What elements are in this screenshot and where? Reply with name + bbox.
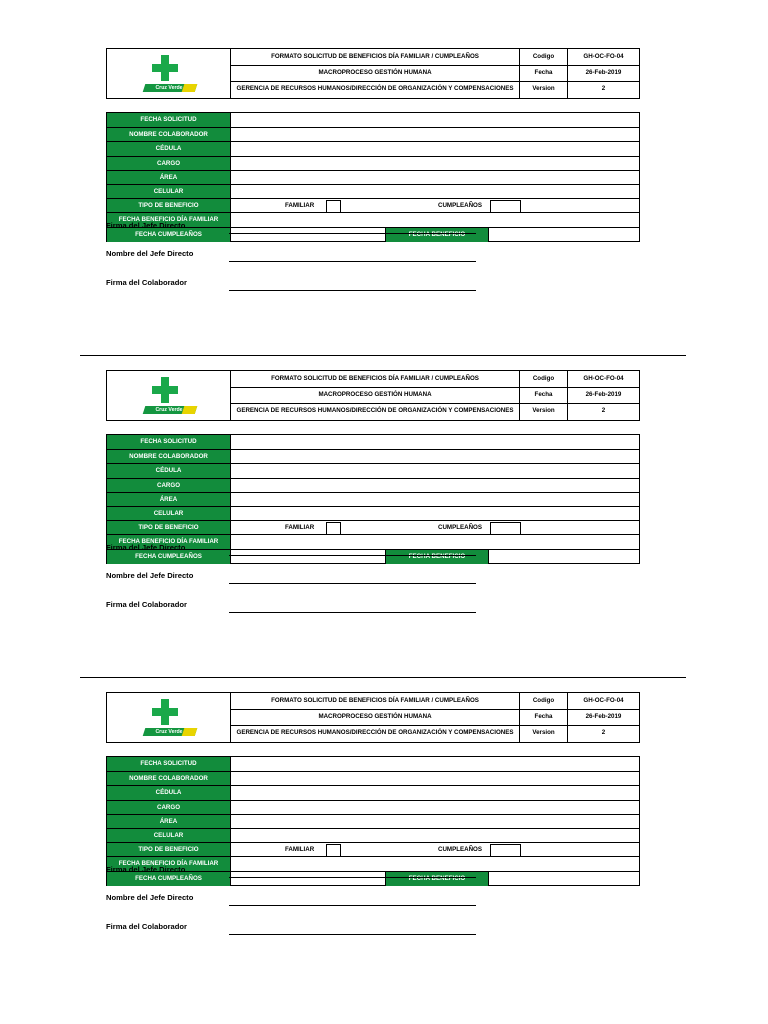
- form-header: [106, 370, 640, 421]
- brand-name: Cruz Verde: [155, 85, 183, 91]
- field-label: FECHA BENEFICIO DÍA FAMILIAR: [107, 857, 231, 871]
- fields-table: [106, 434, 640, 564]
- sig-jefe-label: Firma del Jefe Directo: [106, 543, 186, 552]
- date-value: 26-Feb-2019: [585, 713, 622, 720]
- date-value: 26-Feb-2019: [585, 69, 622, 76]
- field-input[interactable]: [231, 493, 639, 507]
- code-value: GH-OC-FO-04: [583, 697, 624, 704]
- option-cumpleanos-label: CUMPLEAÑOS: [438, 202, 483, 210]
- code-label: Codigo: [532, 697, 555, 704]
- field-row: [107, 478, 639, 493]
- department: GERENCIA DE RECURSOS HUMANOS/DIRECCIÓN DE ORGANIZACIÓN Y COMPENSACIONES: [236, 407, 514, 414]
- field-row: [107, 785, 639, 800]
- nombre-jefe-label: Nombre del Jefe Directo: [106, 249, 194, 258]
- fecha-cumpleanos-input[interactable]: [231, 872, 385, 886]
- cumpleanos-checkbox[interactable]: [490, 522, 521, 535]
- logo-area: [107, 371, 231, 420]
- field-row: [107, 198, 639, 213]
- form-block: [106, 370, 640, 670]
- signature-line[interactable]: [229, 877, 476, 878]
- field-input[interactable]: [231, 128, 639, 142]
- field-row: [107, 463, 639, 478]
- sig-jefe-label: Firma del Jefe Directo: [106, 221, 186, 230]
- macroprocess: MACROPROCESO GESTIÓN HUMANA: [318, 391, 432, 398]
- fecha-cumpleanos-input[interactable]: [231, 228, 385, 242]
- field-row: [107, 549, 639, 564]
- code-value: GH-OC-FO-04: [583, 375, 624, 382]
- sig-colaborador-label: Firma del Colaborador: [106, 600, 188, 609]
- field-input[interactable]: [231, 142, 639, 156]
- field-input[interactable]: [231, 113, 639, 127]
- field-row: [107, 814, 639, 829]
- version-value: 2: [601, 729, 606, 736]
- fecha-beneficio-label: FECHA BENEFICIO: [385, 872, 489, 886]
- field-row: [107, 492, 639, 507]
- option-cumpleanos-label: CUMPLEAÑOS: [438, 524, 483, 532]
- field-row: [107, 170, 639, 185]
- field-label: NOMBRE COLABORADOR: [107, 772, 231, 786]
- field-label: CELULAR: [107, 829, 231, 843]
- version-label: Version: [532, 729, 555, 736]
- field-label: FECHA CUMPLEAÑOS: [107, 550, 231, 564]
- fecha-cumpleanos-input[interactable]: [231, 550, 385, 564]
- sig-colaborador-label: Firma del Colaborador: [106, 922, 188, 931]
- field-label: NOMBRE COLABORADOR: [107, 450, 231, 464]
- field-input[interactable]: [231, 815, 639, 829]
- signature-line[interactable]: [229, 233, 476, 234]
- field-row: [107, 212, 639, 227]
- form-title: FORMATO SOLICITUD DE BENEFICIOS DÍA FAMILIAR / CUMPLEAÑOS: [271, 375, 479, 382]
- field-row: [107, 435, 639, 449]
- field-row: [107, 156, 639, 171]
- field-input[interactable]: [231, 171, 639, 185]
- form-title: FORMATO SOLICITUD DE BENEFICIOS DÍA FAMILIAR / CUMPLEAÑOS: [271, 697, 479, 704]
- field-row: [107, 127, 639, 142]
- field-input[interactable]: [231, 185, 639, 199]
- field-label: ÁREA: [107, 815, 231, 829]
- field-input[interactable]: [231, 857, 639, 871]
- fecha-beneficio-input[interactable]: [488, 872, 639, 886]
- field-input[interactable]: [231, 801, 639, 815]
- field-input[interactable]: [231, 213, 639, 227]
- cumpleanos-checkbox[interactable]: [490, 200, 521, 213]
- option-cumpleanos-label: CUMPLEAÑOS: [438, 846, 483, 854]
- field-label: CELULAR: [107, 185, 231, 199]
- field-row: [107, 771, 639, 786]
- field-input[interactable]: [231, 829, 639, 843]
- field-input[interactable]: [231, 435, 639, 449]
- date-label: Fecha: [534, 713, 553, 720]
- option-familiar-label: FAMILIAR: [285, 202, 315, 210]
- field-row: [107, 449, 639, 464]
- fecha-beneficio-input[interactable]: [488, 228, 639, 242]
- field-row: [107, 506, 639, 521]
- field-input[interactable]: [231, 450, 639, 464]
- field-input[interactable]: [231, 535, 639, 549]
- sig-colaborador-label: Firma del Colaborador: [106, 278, 188, 287]
- field-row: [107, 757, 639, 771]
- field-label: FECHA SOLICITUD: [107, 113, 231, 127]
- field-label: CÉDULA: [107, 142, 231, 156]
- version-label: Version: [532, 85, 555, 92]
- familiar-checkbox[interactable]: [326, 200, 341, 213]
- field-row: [107, 842, 639, 857]
- sig-jefe-label: Firma del Jefe Directo: [106, 865, 186, 874]
- field-input[interactable]: [231, 772, 639, 786]
- fecha-beneficio-label: FECHA BENEFICIO: [385, 228, 489, 242]
- field-label: FECHA CUMPLEAÑOS: [107, 228, 231, 242]
- version-label: Version: [532, 407, 555, 414]
- fields-table: [106, 756, 640, 886]
- signature-line[interactable]: [229, 612, 476, 613]
- field-input[interactable]: [231, 507, 639, 521]
- version-value: 2: [601, 85, 606, 92]
- field-row: [107, 113, 639, 127]
- field-row: [107, 856, 639, 871]
- field-label: CARGO: [107, 157, 231, 171]
- field-row: [107, 871, 639, 886]
- department: GERENCIA DE RECURSOS HUMANOS/DIRECCIÓN DE ORGANIZACIÓN Y COMPENSACIONES: [236, 85, 514, 92]
- field-label: FECHA BENEFICIO DÍA FAMILIAR: [107, 535, 231, 549]
- field-label: TIPO DE BENEFICIO: [107, 199, 231, 213]
- block-separator: [80, 677, 686, 678]
- date-value: 26-Feb-2019: [585, 391, 622, 398]
- form-header: [106, 692, 640, 743]
- field-row: [107, 227, 639, 242]
- date-label: Fecha: [534, 391, 553, 398]
- brand-name: Cruz Verde: [155, 729, 183, 735]
- option-familiar-label: FAMILIAR: [285, 524, 315, 532]
- form-title: FORMATO SOLICITUD DE BENEFICIOS DÍA FAMILIAR / CUMPLEAÑOS: [271, 53, 479, 60]
- block-separator: [80, 355, 686, 356]
- code-label: Codigo: [532, 53, 555, 60]
- field-label: CARGO: [107, 801, 231, 815]
- field-row: [107, 520, 639, 535]
- form-block: [106, 48, 640, 348]
- field-label: CARGO: [107, 479, 231, 493]
- field-row: [107, 534, 639, 549]
- signature-line[interactable]: [229, 261, 476, 262]
- signature-line[interactable]: [229, 555, 476, 556]
- field-input[interactable]: [231, 757, 639, 771]
- date-label: Fecha: [534, 69, 553, 76]
- fields-table: [106, 112, 640, 242]
- fecha-beneficio-label: FECHA BENEFICIO: [385, 550, 489, 564]
- field-label: TIPO DE BENEFICIO: [107, 521, 231, 535]
- field-row: [107, 184, 639, 199]
- form-header: [106, 48, 640, 99]
- field-label: ÁREA: [107, 171, 231, 185]
- green-cross-icon-horizontal: [152, 708, 178, 716]
- cumpleanos-checkbox[interactable]: [490, 844, 521, 857]
- field-label: ÁREA: [107, 493, 231, 507]
- field-input[interactable]: [231, 479, 639, 493]
- signature-line[interactable]: [229, 290, 476, 291]
- version-value: 2: [601, 407, 606, 414]
- code-value: GH-OC-FO-04: [583, 53, 624, 60]
- nombre-jefe-label: Nombre del Jefe Directo: [106, 571, 194, 580]
- field-row: [107, 800, 639, 815]
- field-label: FECHA CUMPLEAÑOS: [107, 872, 231, 886]
- fecha-beneficio-input[interactable]: [488, 550, 639, 564]
- signature-line[interactable]: [229, 583, 476, 584]
- field-label: FECHA SOLICITUD: [107, 435, 231, 449]
- field-input[interactable]: [231, 464, 639, 478]
- signature-line[interactable]: [229, 905, 476, 906]
- nombre-jefe-label: Nombre del Jefe Directo: [106, 893, 194, 902]
- logo-area: [107, 693, 231, 742]
- familiar-checkbox[interactable]: [326, 522, 341, 535]
- field-label: TIPO DE BENEFICIO: [107, 843, 231, 857]
- department: GERENCIA DE RECURSOS HUMANOS/DIRECCIÓN DE ORGANIZACIÓN Y COMPENSACIONES: [236, 729, 514, 736]
- logo-area: [107, 49, 231, 98]
- option-familiar-label: FAMILIAR: [285, 846, 315, 854]
- field-label: FECHA SOLICITUD: [107, 757, 231, 771]
- field-row: [107, 828, 639, 843]
- signature-line[interactable]: [229, 934, 476, 935]
- field-row: [107, 141, 639, 156]
- macroprocess: MACROPROCESO GESTIÓN HUMANA: [318, 69, 432, 76]
- brand-name: Cruz Verde: [155, 407, 183, 413]
- field-label: CELULAR: [107, 507, 231, 521]
- form-block: [106, 692, 640, 992]
- field-label: CÉDULA: [107, 464, 231, 478]
- macroprocess: MACROPROCESO GESTIÓN HUMANA: [318, 713, 432, 720]
- green-cross-icon-horizontal: [152, 64, 178, 72]
- field-label: FECHA BENEFICIO DÍA FAMILIAR: [107, 213, 231, 227]
- field-label: CÉDULA: [107, 786, 231, 800]
- field-label: NOMBRE COLABORADOR: [107, 128, 231, 142]
- green-cross-icon-horizontal: [152, 386, 178, 394]
- field-input[interactable]: [231, 786, 639, 800]
- field-input[interactable]: [231, 157, 639, 171]
- code-label: Codigo: [532, 375, 555, 382]
- familiar-checkbox[interactable]: [326, 844, 341, 857]
